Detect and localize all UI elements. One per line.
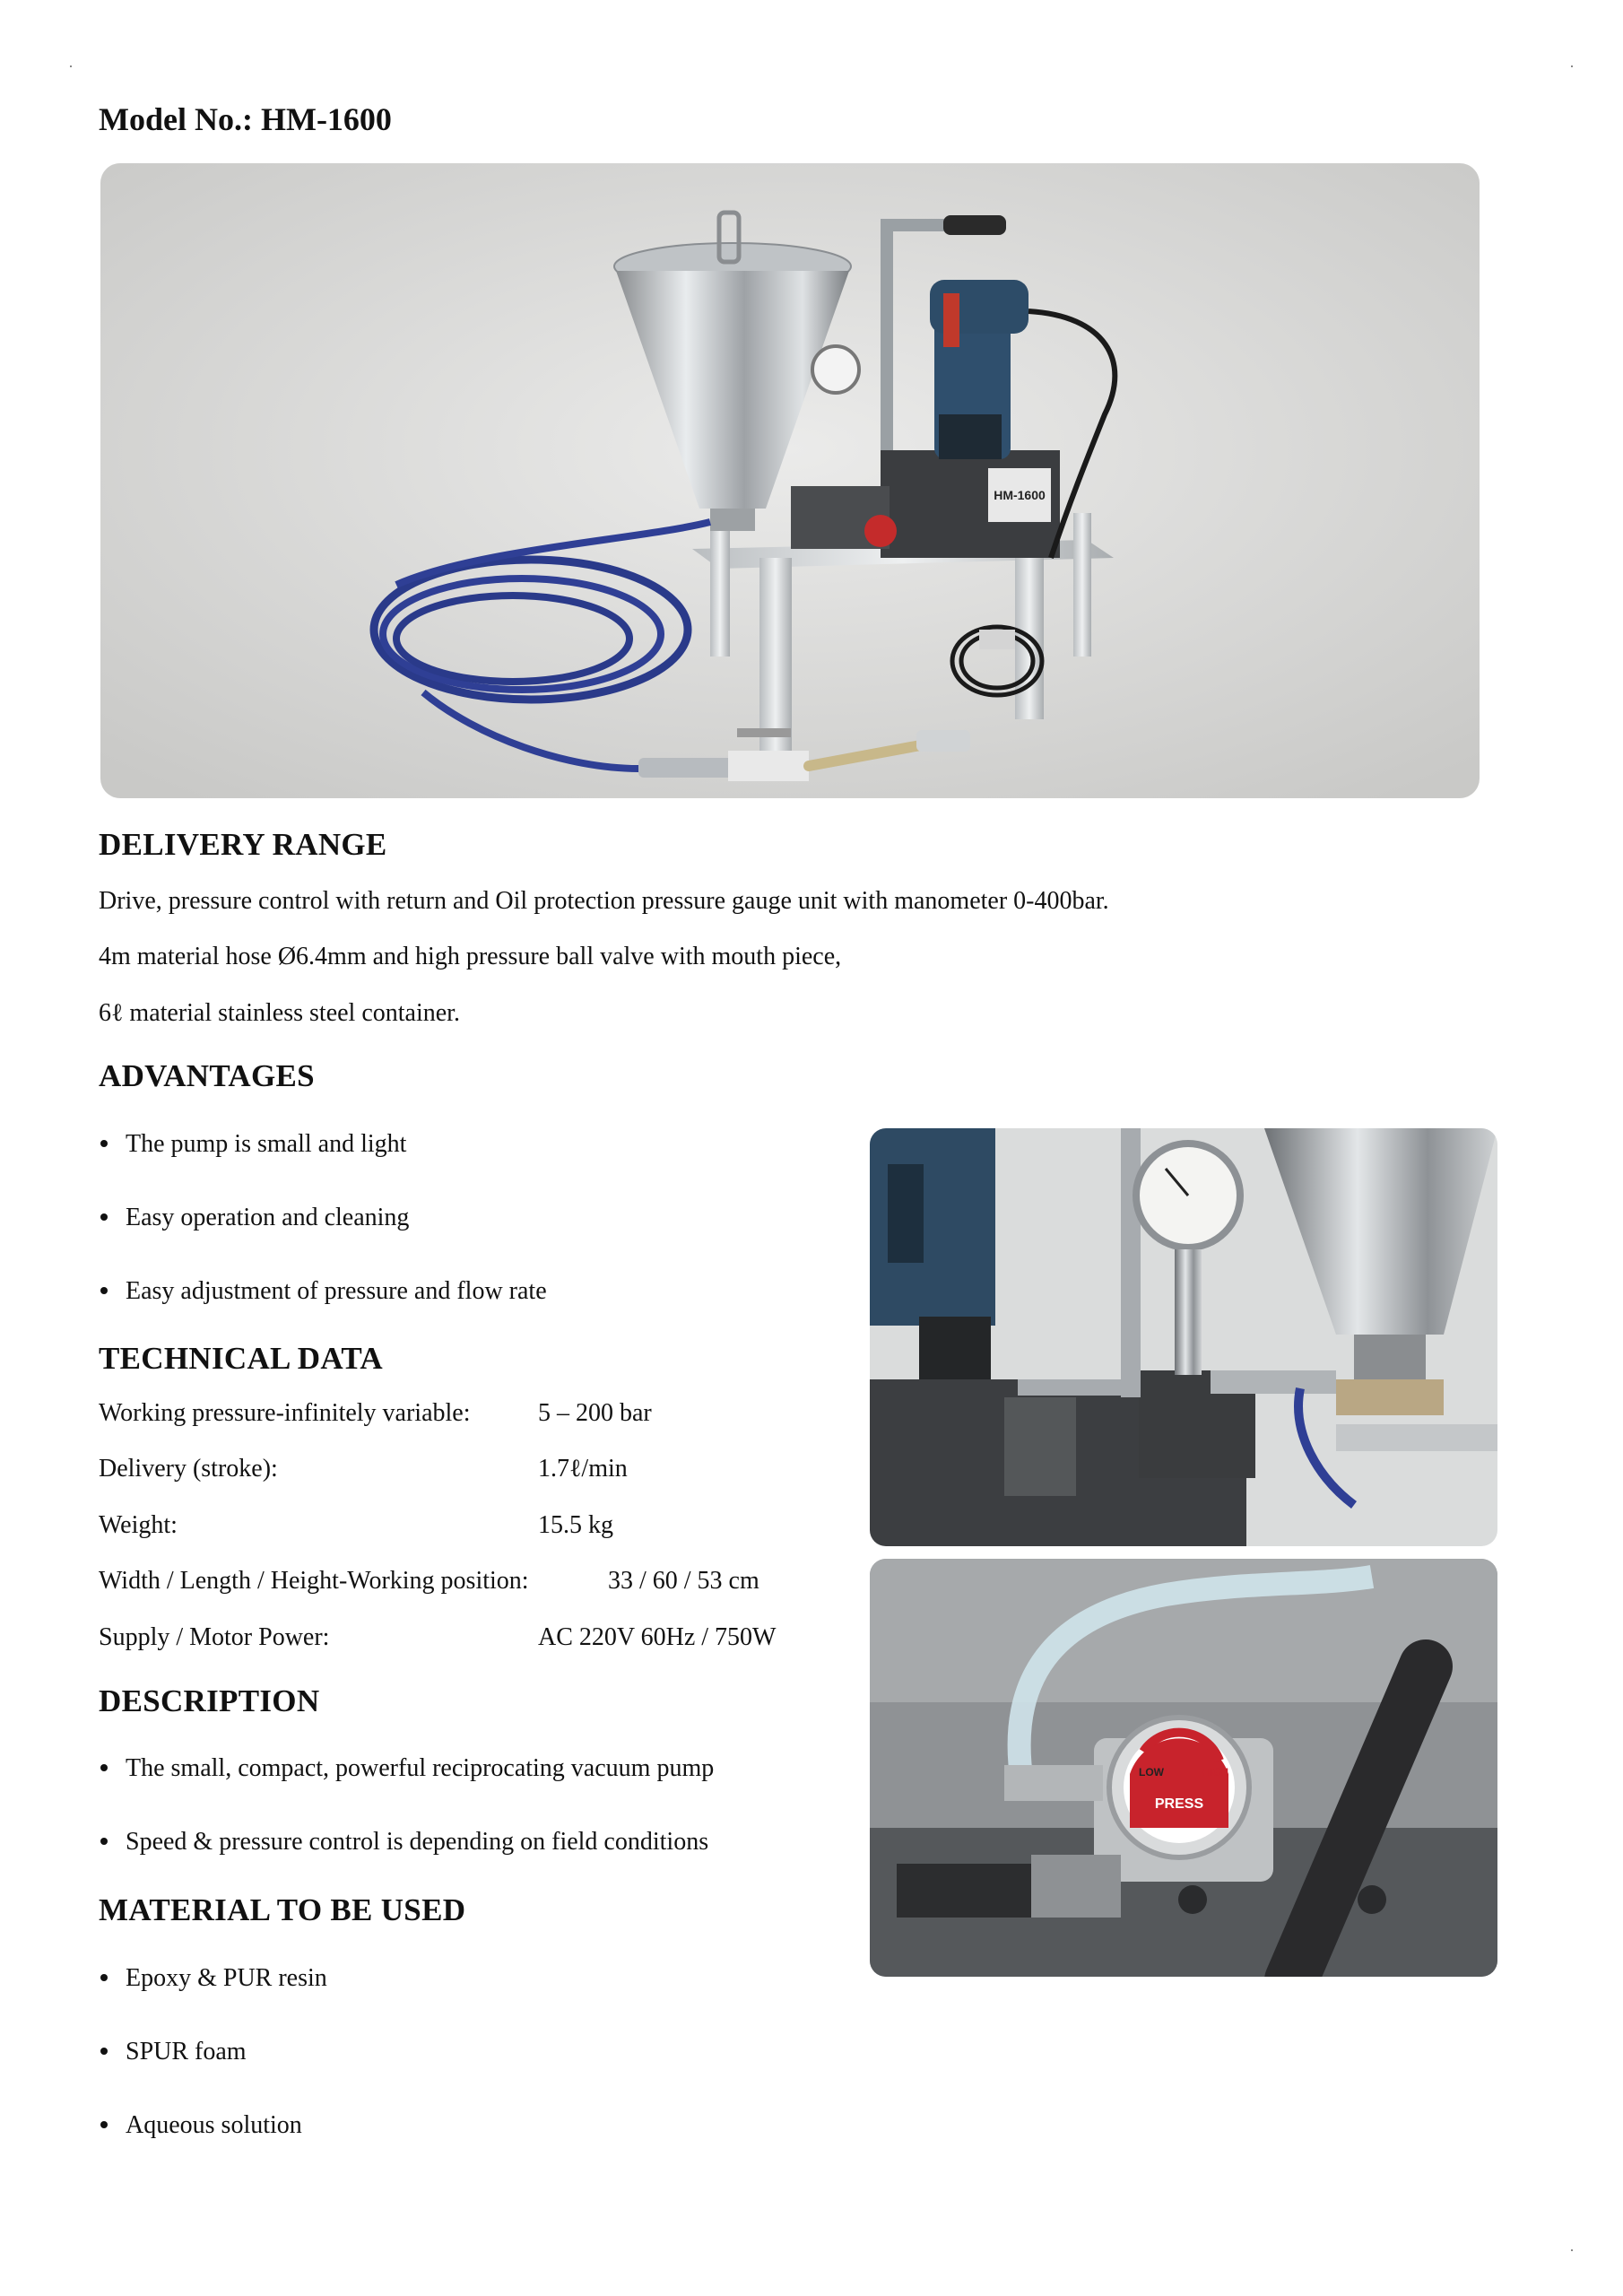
gauge-press-label: PRESS	[1154, 1796, 1204, 1812]
tech-value: 1.7ℓ/min	[538, 1455, 628, 1483]
bullet	[100, 1764, 108, 1771]
description-item	[100, 1830, 708, 1855]
corner-mark	[1571, 65, 1573, 67]
corner-mark	[1571, 2249, 1573, 2251]
delivery-range-line: 6ℓ material stainless steel container.	[99, 999, 460, 1027]
tech-label: Weight:	[99, 1511, 178, 1539]
tech-value: 5 – 200 bar	[538, 1399, 652, 1427]
bullet	[100, 1974, 108, 1981]
technical-data-heading: TECHNICAL DATA	[99, 1341, 383, 1376]
tech-label: Width / Length / Height-Working position:	[99, 1567, 529, 1595]
material-text: SPUR foam	[126, 2038, 247, 2066]
delivery-range-line: Drive, pressure control with return and Oil protection pressure gauge unit with manometer 0-400bar.	[99, 887, 1109, 915]
material-text: Aqueous solution	[126, 2111, 302, 2139]
advantage-text: The pump is small and light	[126, 1130, 407, 1158]
material-heading: MATERIAL TO BE USED	[99, 1892, 466, 1927]
machine-label: HM-1600	[994, 488, 1046, 502]
bullet	[100, 1213, 108, 1221]
material-text: Epoxy & PUR resin	[126, 1964, 327, 1992]
material-item	[100, 2039, 247, 2065]
bullet	[100, 1287, 108, 1294]
tech-label: Delivery (stroke):	[99, 1455, 278, 1483]
detail-photo-gauge	[870, 1128, 1497, 1546]
gauge-high-label: HIGH	[1202, 1766, 1228, 1779]
advantage-text: Easy adjustment of pressure and flow rate	[126, 1277, 547, 1305]
material-item	[100, 2113, 302, 2138]
gauge-low-label: LOW	[1139, 1766, 1164, 1779]
delivery-range-heading: DELIVERY RANGE	[99, 827, 387, 862]
tech-value: 33 / 60 / 53 cm	[608, 1567, 759, 1595]
description-text: The small, compact, powerful reciprocating vacuum pump	[126, 1754, 715, 1782]
description-heading: DESCRIPTION	[99, 1683, 320, 1718]
detail-photo-pressure	[870, 1559, 1497, 1977]
advantages-heading: ADVANTAGES	[99, 1058, 315, 1093]
product-photo	[100, 163, 1480, 798]
description-text: Speed & pressure control is depending on field conditions	[126, 1828, 709, 1856]
bullet	[100, 2048, 108, 2055]
bullet	[100, 2121, 108, 2128]
advantage-text: Easy operation and cleaning	[126, 1204, 410, 1231]
corner-mark	[70, 65, 72, 67]
bullet	[100, 1140, 108, 1147]
advantage-item	[100, 1279, 547, 1304]
tech-label: Supply / Motor Power:	[99, 1623, 330, 1651]
tech-value: 15.5 kg	[538, 1511, 613, 1539]
model-title: Model No.: HM-1600	[99, 101, 392, 137]
material-item	[100, 1966, 327, 1991]
description-item	[100, 1756, 714, 1781]
advantage-item	[100, 1205, 409, 1231]
tech-value: AC 220V 60Hz / 750W	[538, 1623, 777, 1651]
advantage-item	[100, 1132, 406, 1157]
bullet	[100, 1838, 108, 1845]
tech-label: Working pressure-infinitely variable:	[99, 1399, 471, 1427]
delivery-range-line: 4m material hose Ø6.4mm and high pressure ball valve with mouth piece,	[99, 943, 842, 970]
